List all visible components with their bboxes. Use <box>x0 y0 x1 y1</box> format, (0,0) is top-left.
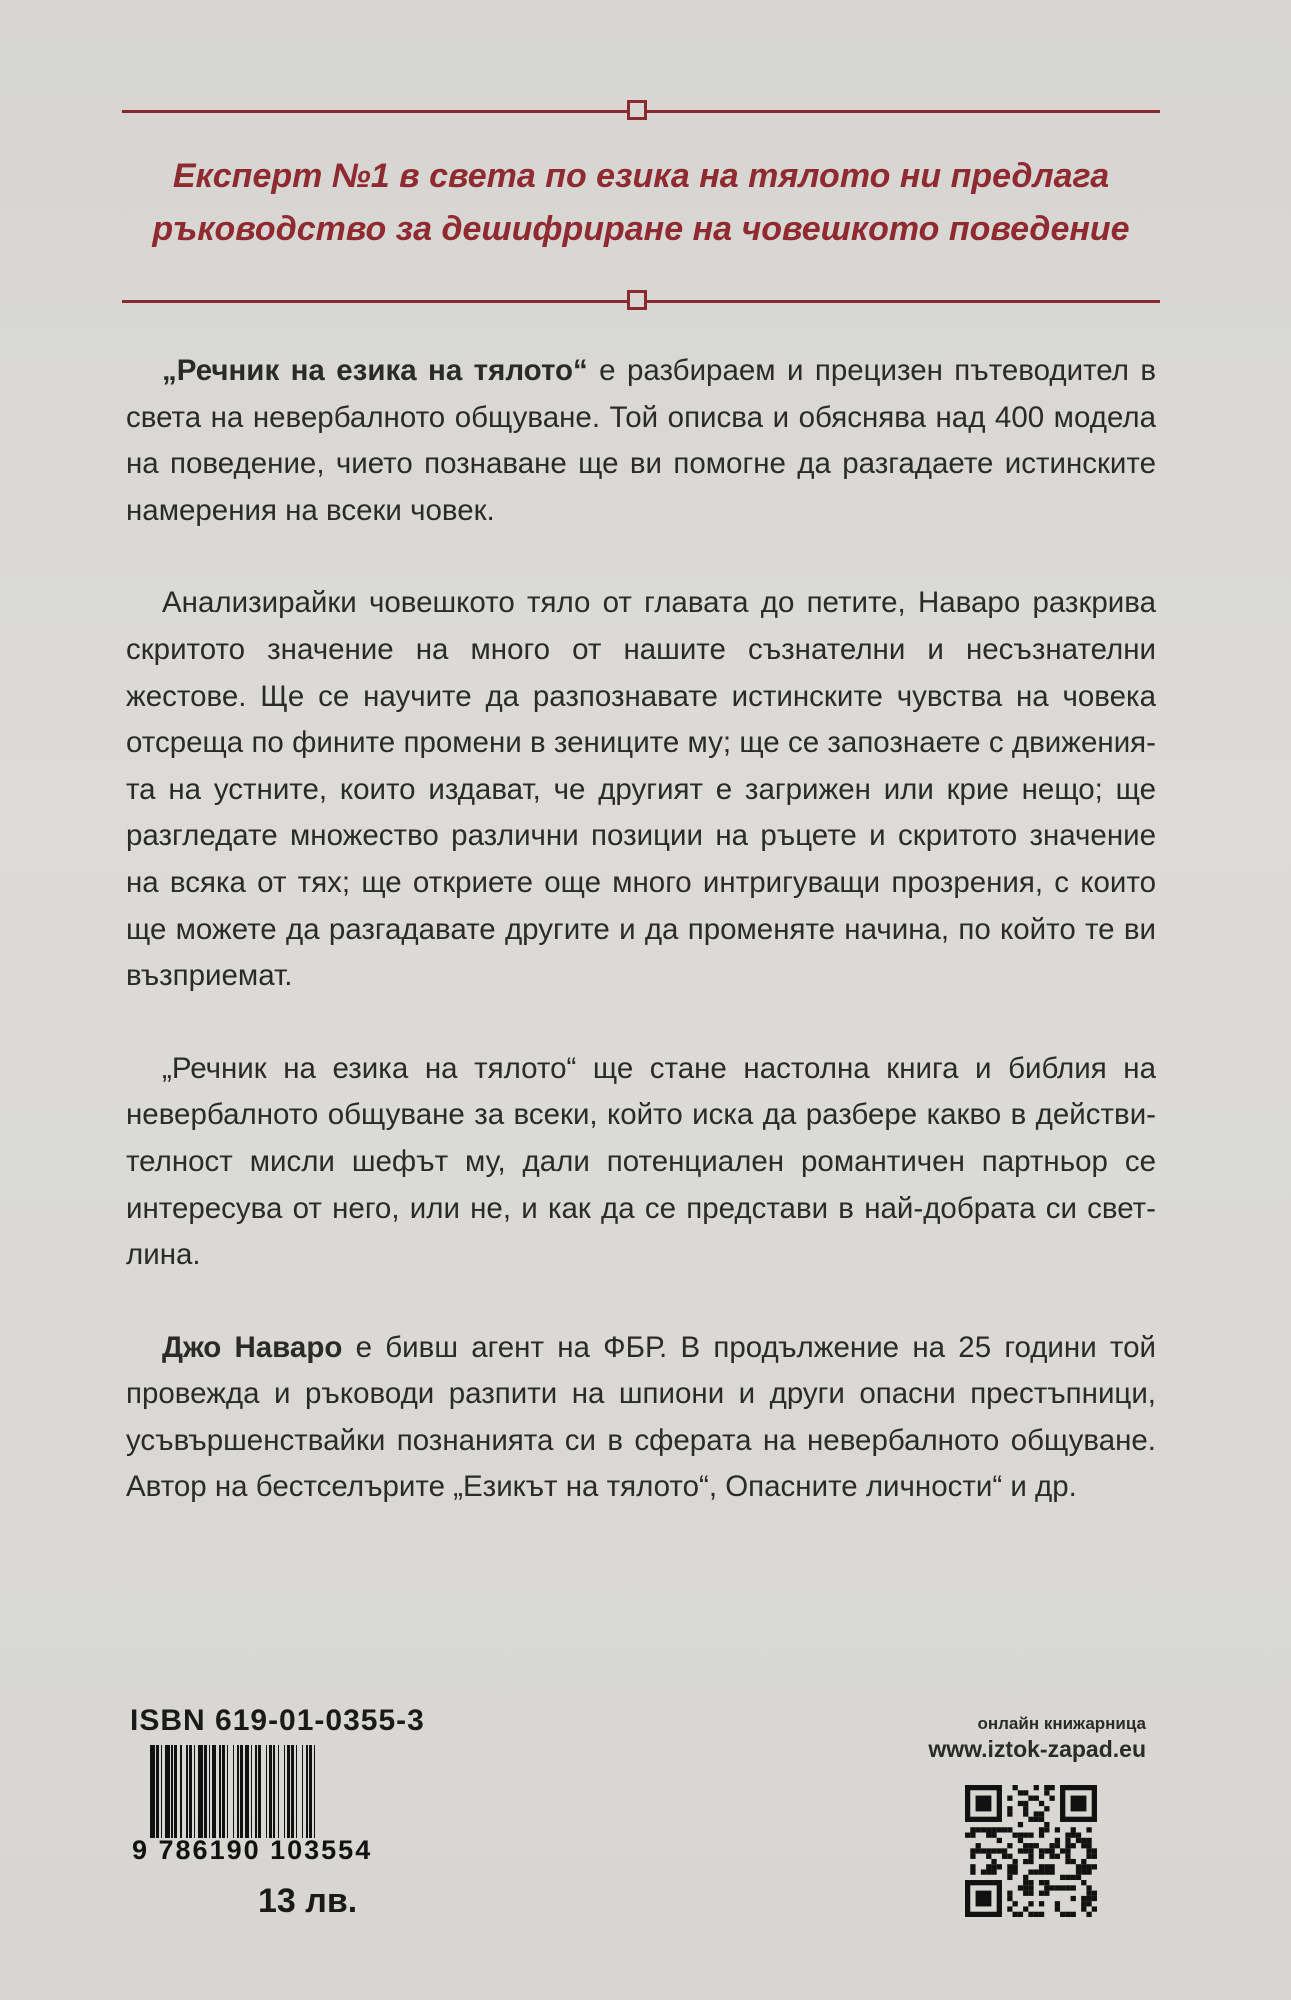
qr-module <box>970 1827 975 1832</box>
qr-module <box>1060 1848 1065 1853</box>
qr-module <box>1081 1843 1086 1848</box>
qr-module <box>981 1848 986 1853</box>
qr-module <box>1049 1854 1054 1859</box>
qr-module <box>1018 1822 1023 1827</box>
qr-module <box>1092 1864 1097 1869</box>
qr-module <box>1071 1833 1076 1838</box>
tagline-line-1: Експерт №1 в света по езика на тялото ни предлага <box>172 157 1110 195</box>
qr-module <box>1039 1811 1044 1816</box>
qr-module <box>1013 1859 1018 1864</box>
qr-module <box>1039 1864 1044 1869</box>
qr-module <box>1023 1885 1028 1890</box>
barcode <box>150 1745 460 1838</box>
qr-module <box>1023 1833 1028 1838</box>
qr-module <box>1081 1859 1086 1864</box>
qr-module <box>991 1833 996 1838</box>
divider-ornament <box>627 290 647 310</box>
qr-module <box>1049 1869 1054 1874</box>
barcode-number: 9 786190 103554 <box>132 1835 373 1865</box>
description <box>126 348 1156 1557</box>
qr-module <box>1065 1885 1070 1890</box>
qr-module <box>986 1827 991 1832</box>
qr-module <box>1060 1912 1065 1917</box>
qr-module <box>1049 1796 1054 1801</box>
qr-module <box>1013 1833 1018 1838</box>
qr-code[interactable] <box>965 1785 1097 1917</box>
qr-module <box>1039 1801 1044 1806</box>
qr-module <box>1055 1901 1060 1906</box>
qr-module <box>1028 1912 1033 1917</box>
qr-module <box>1044 1827 1049 1832</box>
qr-module <box>1065 1838 1070 1843</box>
qr-module <box>970 1869 975 1874</box>
qr-module <box>1007 1869 1012 1874</box>
qr-module <box>1007 1864 1012 1869</box>
qr-module <box>1039 1869 1044 1874</box>
qr-module <box>986 1854 991 1859</box>
qr-module <box>1071 1843 1076 1848</box>
qr-module <box>1007 1906 1012 1911</box>
bottom-divider <box>122 300 1160 303</box>
qr-module <box>1086 1843 1091 1848</box>
author-name: Джо Наваро <box>162 1330 343 1364</box>
qr-module <box>1007 1843 1012 1848</box>
qr-module <box>1018 1790 1023 1795</box>
qr-module <box>1039 1817 1044 1822</box>
qr-module <box>997 1848 1002 1853</box>
qr-module <box>1028 1885 1033 1890</box>
barcode-bar <box>315 1745 320 1838</box>
qr-module <box>976 1827 981 1832</box>
qr-module <box>997 1827 1002 1832</box>
qr-module <box>1044 1869 1049 1874</box>
qr-module <box>1065 1833 1070 1838</box>
qr-module <box>1044 1822 1049 1827</box>
qr-module <box>1023 1891 1028 1896</box>
qr-module <box>976 1848 981 1853</box>
qr-module <box>1028 1817 1033 1822</box>
qr-module <box>1018 1912 1023 1917</box>
qr-module <box>1065 1843 1070 1848</box>
tagline <box>122 150 1160 256</box>
qr-module <box>1086 1896 1091 1901</box>
qr-module <box>1081 1880 1086 1885</box>
qr-module <box>1023 1880 1028 1885</box>
qr-module <box>1044 1891 1049 1896</box>
qr-module <box>1028 1891 1033 1896</box>
qr-module <box>1039 1827 1044 1832</box>
qr-module <box>991 1827 996 1832</box>
qr-module <box>1002 1848 1007 1853</box>
qr-module <box>1071 1885 1076 1890</box>
qr-module <box>986 1848 991 1853</box>
qr-module <box>1065 1912 1070 1917</box>
qr-module <box>1028 1833 1033 1838</box>
top-divider <box>122 110 1160 113</box>
qr-module <box>1023 1848 1028 1853</box>
qr-module <box>991 1848 996 1853</box>
qr-module <box>1023 1806 1028 1811</box>
qr-module <box>1028 1848 1033 1853</box>
qr-module <box>1007 1827 1012 1832</box>
qr-module <box>981 1827 986 1832</box>
qr-module <box>1018 1848 1023 1853</box>
qr-module <box>1028 1869 1033 1874</box>
qr-module <box>976 1843 981 1848</box>
qr-module <box>1049 1785 1054 1790</box>
qr-module <box>1055 1906 1060 1911</box>
qr-module <box>1065 1859 1070 1864</box>
book-title-lead: „Речник на езика на тялото“ <box>162 354 588 387</box>
qr-module <box>970 1833 975 1838</box>
qr-module <box>1055 1854 1060 1859</box>
qr-module <box>1081 1901 1086 1906</box>
qr-module <box>1086 1864 1091 1869</box>
tagline-line-2: ръководство за дешифриране на човешкото поведение <box>152 210 1130 248</box>
qr-module <box>1092 1896 1097 1901</box>
qr-module <box>1007 1811 1012 1816</box>
qr-module <box>1007 1875 1012 1880</box>
qr-module <box>1086 1891 1091 1896</box>
qr-module <box>1002 1827 1007 1832</box>
qr-module <box>1055 1838 1060 1843</box>
qr-module <box>1060 1875 1065 1880</box>
qr-module <box>1023 1801 1028 1806</box>
qr-module <box>1092 1891 1097 1896</box>
qr-module <box>1028 1796 1033 1801</box>
qr-module <box>1007 1854 1012 1859</box>
qr-module <box>1023 1811 1028 1816</box>
qr-module <box>1018 1838 1023 1843</box>
qr-module <box>1049 1864 1054 1869</box>
qr-module <box>997 1864 1002 1869</box>
qr-module <box>1044 1785 1049 1790</box>
qr-module <box>970 1864 975 1869</box>
qr-module <box>1013 1785 1018 1790</box>
isbn: ISBN 619-01-0355-3 <box>130 1704 425 1737</box>
qr-module <box>1013 1864 1018 1869</box>
qr-module <box>991 1859 996 1864</box>
qr-module <box>1028 1854 1033 1859</box>
qr-module <box>1065 1854 1070 1859</box>
qr-module <box>1071 1875 1076 1880</box>
qr-module <box>991 1864 996 1869</box>
qr-module <box>1071 1896 1076 1901</box>
qr-module <box>1023 1843 1028 1848</box>
qr-module <box>1034 1912 1039 1917</box>
qr-module <box>1034 1785 1039 1790</box>
qr-module <box>1065 1875 1070 1880</box>
qr-module <box>976 1891 992 1907</box>
qr-module <box>1049 1843 1054 1848</box>
qr-module <box>1071 1859 1076 1864</box>
qr-module <box>1002 1854 1007 1859</box>
qr-module <box>1039 1901 1044 1906</box>
qr-module <box>1086 1827 1091 1832</box>
qr-module <box>1028 1843 1033 1848</box>
paragraph-reference: „Речник на езика на тялото“ ще стане настолна книга и библия на невербалното общуване за всеки, който иска да разбере какво в действи-телност мисли шефът му, дали потенциален романтичен партньор се интересува от него, или не, и как да се представи в най-добрата си свет-лина. <box>126 1051 1156 1272</box>
qr-module <box>1013 1869 1018 1874</box>
qr-module <box>1044 1880 1049 1885</box>
price: 13 лв. <box>258 1882 358 1920</box>
qr-module <box>1044 1790 1049 1795</box>
qr-module <box>1044 1885 1049 1890</box>
qr-module <box>986 1869 991 1874</box>
qr-module <box>1018 1801 1023 1806</box>
qr-module <box>970 1854 975 1859</box>
paragraph-author: Джо Наваро е бивш агент на ФБР. В продължение на 25 години той провежда и ръководи разпити на шпиони и други опасни престъпници, усъвършенствайки познанията си в сферата на невербалното общуване. Автор на бестселърите „Езикът на тялото“, Опасните личности“ и др. <box>126 1330 1156 1504</box>
paragraph-intro: „Речник на езика на тялото“ е разбираем и прецизен пътеводител в света на невербалното общуване. Той описва и обяснява над 400 модела на поведение, чието познаване ще ви помогне да разгадаете истинските намерения на всеки човек. <box>126 354 1156 527</box>
qr-module <box>1086 1885 1091 1890</box>
qr-module <box>1034 1817 1039 1822</box>
qr-module <box>1049 1885 1054 1890</box>
qr-module <box>1071 1796 1087 1812</box>
qr-module <box>1086 1912 1091 1917</box>
qr-module <box>1076 1833 1081 1838</box>
qr-module <box>1081 1906 1086 1911</box>
qr-module <box>1023 1875 1028 1880</box>
qr-module <box>1086 1901 1091 1906</box>
qr-module <box>1028 1880 1033 1885</box>
qr-module <box>1034 1843 1039 1848</box>
qr-module <box>1039 1833 1044 1838</box>
qr-module <box>1028 1859 1033 1864</box>
qr-module <box>1013 1912 1018 1917</box>
qr-module <box>1049 1848 1054 1853</box>
qr-module <box>1028 1901 1033 1906</box>
qr-module <box>1039 1880 1044 1885</box>
qr-module <box>1086 1838 1091 1843</box>
qr-module <box>1055 1843 1060 1848</box>
qr-module <box>1018 1833 1023 1838</box>
qr-module <box>1023 1859 1028 1864</box>
qr-module <box>976 1796 992 1812</box>
qr-module <box>1076 1838 1081 1843</box>
store-url[interactable]: www.iztok-zapad.eu <box>928 1736 1146 1762</box>
qr-module <box>1060 1885 1065 1890</box>
qr-module <box>1007 1806 1012 1811</box>
qr-module <box>1044 1806 1049 1811</box>
qr-module <box>1007 1891 1012 1896</box>
divider-ornament <box>627 100 647 120</box>
qr-module <box>1076 1875 1081 1880</box>
qr-module <box>1076 1864 1081 1869</box>
qr-module <box>1039 1912 1044 1917</box>
qr-module <box>970 1848 975 1853</box>
qr-module <box>1044 1864 1049 1869</box>
qr-module <box>1018 1885 1023 1890</box>
qr-module <box>997 1838 1002 1843</box>
qr-module <box>1081 1864 1086 1869</box>
qr-module <box>1081 1838 1086 1843</box>
qr-module <box>1007 1896 1012 1901</box>
qr-module <box>965 1833 970 1838</box>
qr-module <box>1034 1796 1039 1801</box>
qr-module <box>1034 1869 1039 1874</box>
qr-module <box>1013 1901 1018 1906</box>
qr-module <box>1055 1885 1060 1890</box>
qr-module <box>1044 1848 1049 1853</box>
qr-module <box>1055 1827 1060 1832</box>
qr-module <box>1007 1796 1012 1801</box>
qr-module <box>1092 1848 1097 1853</box>
qr-module <box>1039 1848 1044 1853</box>
qr-module <box>1076 1869 1081 1874</box>
qr-module <box>1065 1848 1070 1853</box>
paragraph-analysis: Анализирайки човешкото тяло от главата до петите, Наваро разкрива скритото значение на много от нашите съзнателни и несъзнателни жестове. Ще се научите да разпознавате истинските чувства на човека отсреща по фините промени в зениците му; ще се запознаете с движения-та на устните, които издават, че другият е загрижен или крие нещо; ще разгледате множество различни позиции на ръцете и скритото значение на всяка от тях; ще откриете още много интригуващи прозрения, с които ще можете да разгадавате другите и да променяте начина, по който те ви възприемат. <box>126 586 1156 993</box>
qr-module <box>1071 1912 1076 1917</box>
qr-module <box>1039 1891 1044 1896</box>
qr-module <box>1086 1848 1091 1853</box>
qr-module <box>1086 1854 1091 1859</box>
store-label: онлайн книжарница <box>977 1714 1146 1733</box>
qr-module <box>1039 1854 1044 1859</box>
qr-module <box>1023 1906 1028 1911</box>
qr-module <box>1092 1854 1097 1859</box>
qr-module <box>1081 1869 1086 1874</box>
qr-module <box>1081 1896 1086 1901</box>
qr-module <box>981 1869 986 1874</box>
qr-module <box>1086 1869 1091 1874</box>
qr-module <box>1092 1906 1097 1911</box>
qr-module <box>1071 1827 1076 1832</box>
qr-module <box>1034 1811 1039 1816</box>
qr-module <box>991 1869 996 1874</box>
qr-module <box>1023 1790 1028 1795</box>
qr-module <box>986 1833 991 1838</box>
qr-module <box>986 1864 991 1869</box>
